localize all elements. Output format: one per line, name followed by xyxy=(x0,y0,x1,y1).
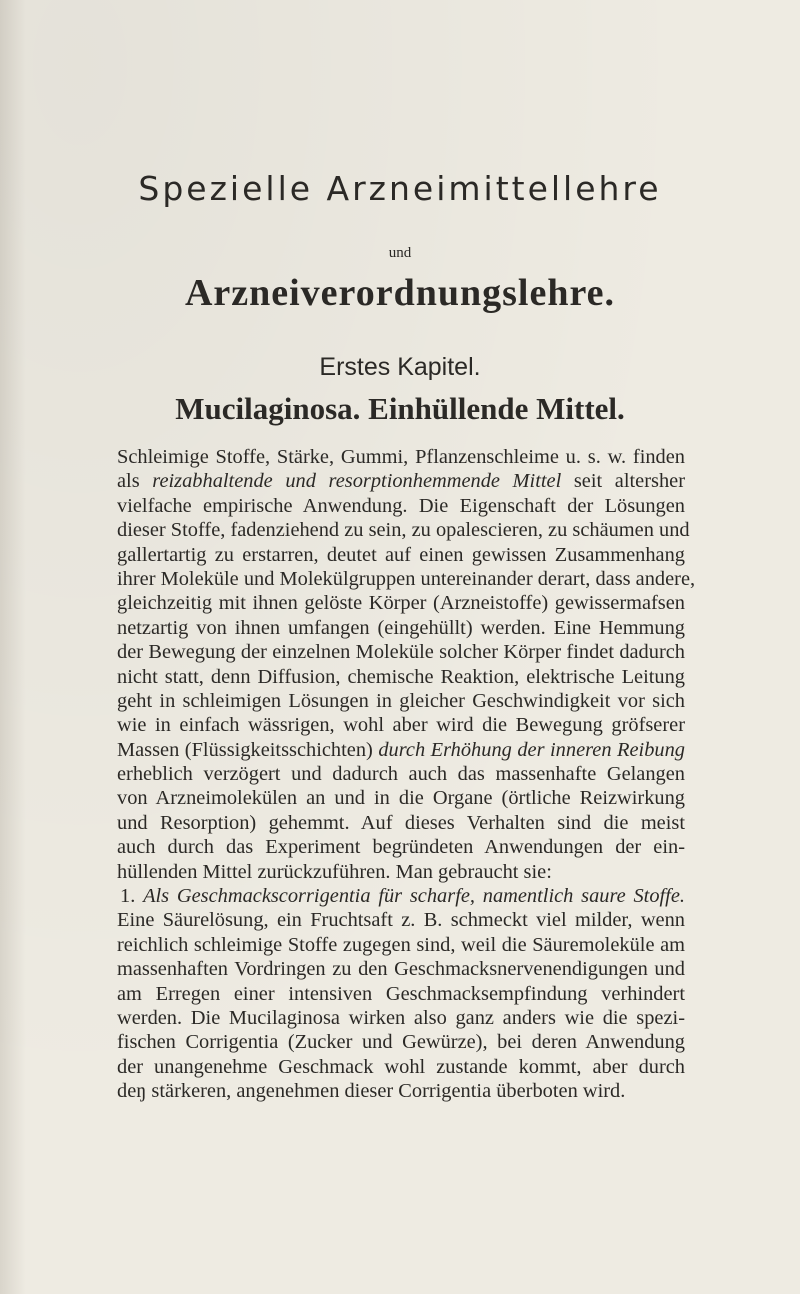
text-segment: erheblich verzögert und dadurch auch das massenhafte Gelangen xyxy=(117,763,685,786)
body-paragraph xyxy=(117,445,696,1104)
text-segment: gleichzeitig mit ihnen gelöste Körper (Arzneistoffe) gewissermafsen xyxy=(117,592,685,615)
text-segment: als xyxy=(117,470,153,493)
title-connector: und xyxy=(388,245,412,261)
text-segment: hüllenden Mittel zurückzuführen. Man gebraucht sie: xyxy=(117,860,552,883)
text-line xyxy=(117,543,685,567)
text-line xyxy=(117,860,685,884)
text-line xyxy=(117,689,685,713)
text-line xyxy=(117,884,685,908)
text-line xyxy=(117,469,685,493)
text-line xyxy=(117,762,685,786)
text-segment: am Erregen einer intensiven Geschmacksempfindung verhindert xyxy=(117,982,685,1005)
text-segment: reichlich schleimige Stoffe zugegen sind, weil die Säuremoleküle am xyxy=(117,933,685,956)
text-line xyxy=(117,445,685,469)
text-segment: gallertartig zu erstarren, deutet auf einen gewissen Zusammenhang xyxy=(117,543,685,566)
text-line xyxy=(117,567,696,591)
text-line xyxy=(117,640,685,664)
text-segment: massenhaften Vordringen zu den Geschmacksnervenendigungen und xyxy=(117,958,685,981)
text-segment: dieser Stoffe, fadenziehend zu sein, zu opalescieren, zu schäumen und xyxy=(117,519,690,542)
text-segment: wie in einfach wässrigen, wohl aber wird die Bewegung gröfserer xyxy=(117,714,685,737)
text-line xyxy=(117,1006,685,1030)
text-line xyxy=(117,1030,685,1054)
italic-text: Als Geschmackscorrigentia für scharfe, namentlich saure Stoffe. xyxy=(143,885,685,908)
text-line xyxy=(117,494,685,518)
text-segment: nicht statt, denn Diffusion, chemische Reaktion, elektrische Leitung xyxy=(117,665,685,688)
text-segment: Schleimige Stoffe, Stärke, Gummi, Pflanzenschleime u. s. w. finden xyxy=(117,446,685,468)
text-line xyxy=(117,518,690,542)
text-line xyxy=(117,957,685,981)
text-segment: Massen (Flüssigkeitsschichten) xyxy=(117,738,379,761)
text-segment: netzartig von ihnen umfangen (eingehüllt) werden. Eine Hemmung xyxy=(117,616,685,639)
text-line xyxy=(117,713,685,737)
text-line xyxy=(117,665,685,689)
text-line xyxy=(117,811,685,835)
book-subtitle: Arzneiverordnungslehre. xyxy=(184,272,616,314)
text-segment: auch durch das Experiment begründeten Anwendungen der ein- xyxy=(117,836,685,859)
text-segment: geht in schleimigen Lösungen in gleicher Geschwindigkeit vor sich xyxy=(117,689,685,712)
text-segment: Eine Säurelösung, ein Fruchtsaft z. B. schmeckt viel milder, wenn xyxy=(117,909,685,932)
chapter-title: Mucilaginosa. Einhüllende Mittel. xyxy=(175,391,625,426)
text-line xyxy=(117,1055,685,1079)
text-line xyxy=(117,1079,685,1103)
italic-text: durch Erhöhung der inneren Reibung xyxy=(378,738,685,761)
text-segment: ihrer Moleküle und Molekülgruppen untereinander derart, dass andere, xyxy=(117,567,696,590)
book-title: Spezielle Arzneimittellehre xyxy=(138,169,662,208)
text-line xyxy=(117,616,685,640)
text-line xyxy=(117,835,685,859)
text-segment: der Bewegung der einzelnen Moleküle solcher Körper findet dadurch xyxy=(117,641,685,664)
chapter-label: Erstes Kapitel. xyxy=(319,353,481,381)
text-line xyxy=(117,591,685,615)
text-segment: von Arzneimolekülen an und in die Organe (örtliche Reizwirkung xyxy=(117,787,685,810)
text-segment: werden. Die Mucilaginosa wirken also ganz anders wie die spezi- xyxy=(117,1006,685,1029)
text-segment: deŋ stärkeren, angenehmen dieser Corrigentia überboten wird. xyxy=(117,1080,626,1103)
text-segment: vielfache empirische Anwendung. Die Eigenschaft der Lösungen xyxy=(117,494,685,517)
text-segment: 1. xyxy=(120,885,144,908)
text-line xyxy=(117,933,685,957)
text-segment: der unangenehme Geschmack wohl zustande kommt, aber durch xyxy=(117,1055,685,1078)
text-line xyxy=(117,738,685,762)
text-segment: fischen Corrigentia (Zucker und Gewürze), bei deren Anwendung xyxy=(117,1031,685,1054)
italic-text: reizabhaltende und resorptionhemmende Mittel xyxy=(152,470,562,493)
text-line xyxy=(117,982,685,1006)
text-segment: seit altersher xyxy=(561,470,685,493)
text-line xyxy=(117,786,685,810)
text-segment: und Resorption) gehemmt. Auf dieses Verhalten sind die meist xyxy=(117,811,685,834)
text-line xyxy=(117,908,685,932)
